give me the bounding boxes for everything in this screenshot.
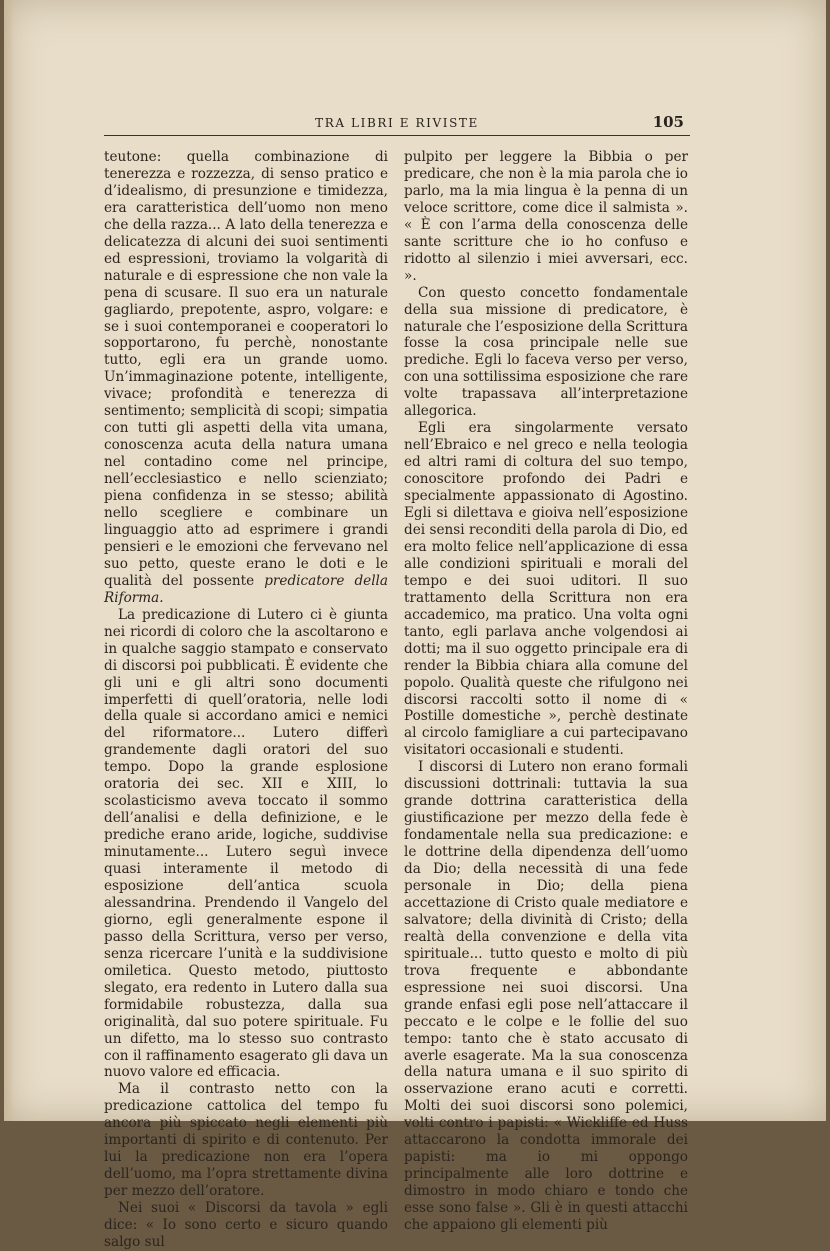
paragraph-text: teutone: quella combinazione di tenerezza e rozzezza, di senso pratico e d’idealismo, di presunzione e timidezza, era caratteristica dell’uomo non meno che della razza... A lato della tenerezza e delicatezza di alcuni dei suoi sentimenti ed espressioni, troviamo la volgarità di naturale e di espressione che non vale la pena di scusare. Il suo era un naturale gagliardo, prepotente, aspro, volgare: e se i suoi contemporanei e cooperatori lo sopportarono, fu perchè, nonostante tutto, egli era un grande uomo. Un’immaginazione potente, intelligente, vivace; profondità e tenerezza di sentimento; semplicità di scopi; simpatia con tutti gli aspetti della vita umana, conoscenza acuta della natura umana nel contadino come nel principe, nell’ecclesiastico e nello scienziato; piena confidenza in se stesso; abilità nello scegliere e combinare un linguaggio atto ad esprimere i grandi pensieri e le emozioni che fervevano nel suo petto, queste erano le doti e le qualità del possente xyxy=(104,149,388,589)
italic-phrase: predicatore della Riforma. xyxy=(104,572,388,606)
paragraph: I discorsi di Lutero non erano formali discussioni dottrinali: tuttavia la sua grande dottrina caratteristica della giustificazione per mezzo della fede è fondamentale nella sua predicazione: e le dottrine della dipendenza dell’uomo da Dio; della necessità di una fede personale in Dio; della piena accettazione di Cristo quale mediatore e salvatore; della divinità di Cristo; della realtà della convenzione e della vita spirituale... tutto questo e molto di più trova frequente e abbondante espressione nei suoi discorsi. Una grande enfasi egli pose nell’attaccare il peccato e le colpe e le follie del suo tempo: tanto che è stato accusato di averle esagerate. Ma la sua conoscenza della natura umana e il suo spirito di osservazione erano acuti e corretti. Molti dei suoi discorsi sono polemici, volti contro i papisti: « Wickliffe ed Huss attaccarono la condotta immorale dei papisti: ma io mi oppongo principalmente alle loro dottrine e dimostro in modo chiaro e tondo che esse sono false ». Gli è in questi attacchi che appaiono gli elementi più xyxy=(404,759,688,1234)
paragraph: Egli era singolarmente versato nell’Ebraico e nel greco e nella teologia ed altri rami di coltura del suo tempo, conoscitore profondo dei Padri e specialmente appassionato di Agostino. Egli si dilettava e gioiva nell’esposizione dei sensi reconditi della parola di Dio, ed era molto felice nell’applicazione di essa alle condizioni spirituali e morali del tempo e dei suoi uditori. Il suo trattamento della Scrittura non era accademico, ma pratico. Una volta ogni tanto, egli parlava anche volgendosi ai dotti; ma il suo oggetto principale era di render la Bibbia chiara alla comune del popolo. Qualità queste che rifulgono nei discorsi raccolti sotto il nome di « Postille domestiche », perchè destinate al circolo famigliare a cui partecipavano visitatori occasionali e studenti. xyxy=(404,420,688,759)
page-number: 105 xyxy=(652,113,684,131)
running-title: TRA LIBRI E RIVISTE xyxy=(315,116,479,130)
paragraph: Ma il contrasto netto con la predicazione cattolica del tempo fu ancora più spiccato negli elementi più importanti di spirito e di contenuto. Per lui la predicazione non era l’opera dell’uomo, ma l’opra strettamente divina per mezzo dell’oratore. xyxy=(104,1081,388,1200)
left-column xyxy=(104,149,388,1251)
header-rule xyxy=(104,135,690,136)
paragraph: Con questo concetto fondamentale della sua missione di predicatore, è naturale che l’esposizione della Scrittura fosse la cosa principale nelle sue prediche. Egli lo faceva verso per verso, con una sottilissima esposizione che rare volte trapassava all’interpretazione allegorica. xyxy=(404,284,688,420)
paragraph: pulpito per leggere la Bibbia o per predicare, che non è la mia parola che io parlo, ma la mia lingua è la penna di un veloce scrittore, come dice il salmista ». « È con l’arma della conoscenza delle sante scritture che io ho confuso e ridotto al silenzio i miei avversari, ecc. ». xyxy=(404,149,688,284)
book-page xyxy=(4,0,826,1250)
paragraph: La predicazione di Lutero ci è giunta nei ricordi di coloro che la ascoltarono e in qualche saggio stampato e conservato di discorsi poi pubblicati. È evidente che gli uni e gli altri sono documenti imperfetti di quell’oratoria, nelle lodi della quale si accordano amici e nemici del riformatore... Lutero differì grandemente dagli oratori del suo tempo. Dopo la grande esplosione oratoria dei sec. XII e XIII, lo scolasticismo aveva toccato il sommo dell’analisi e della definizione, e le prediche erano aride, logiche, suddivise minutamente... Lutero seguì invece quasi interamente il metodo di esposizione dell’antica scuola alessandrina. Prendendo il Vangelo del giorno, egli generalmente espone il passo della Scrittura, verso per verso, senza ricercare l’unità e la suddivisione omiletica. Questo metodo, piuttosto slegato, era redento in Lutero dalla sua formidabile robustezza, dalla sua originalità, dal suo potere spirituale. Fu un difetto, ma lo stesso suo contrasto con il raffinamento esagerato gli dava un nuovo valore ed efficacia. xyxy=(104,606,388,1081)
paragraph: Nei suoi « Discorsi da tavola » egli dice: « Io sono certo e sicuro quando salgo sul xyxy=(104,1200,388,1250)
paragraph xyxy=(104,149,388,607)
right-column xyxy=(404,149,688,1234)
page-header xyxy=(104,112,690,136)
